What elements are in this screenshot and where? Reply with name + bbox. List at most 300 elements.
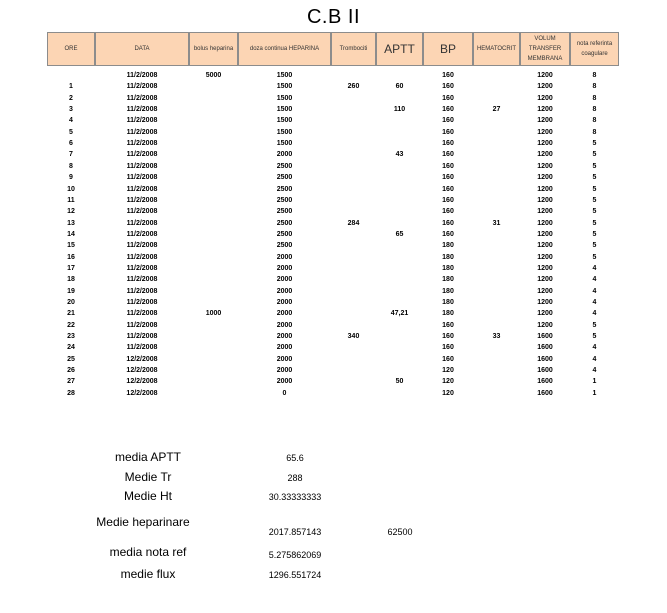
- cell-bolus-heparina[interactable]: [189, 81, 238, 92]
- cell-aptt[interactable]: [376, 331, 423, 342]
- cell-trombociti[interactable]: [331, 240, 376, 251]
- cell-data[interactable]: 11/2/2008: [126, 185, 158, 193]
- cell-volum-transfer[interactable]: 1200: [537, 151, 553, 159]
- cell-aptt[interactable]: 60: [395, 83, 404, 91]
- cell-volum-transfer[interactable]: 1200: [537, 208, 553, 216]
- cell-hematocrit[interactable]: [473, 365, 520, 376]
- cell-ore[interactable]: 6: [69, 140, 73, 148]
- cell-data[interactable]: 11/2/2008: [126, 151, 158, 159]
- cell-data[interactable]: 12/2/2008: [126, 355, 158, 363]
- cell-aptt[interactable]: [376, 354, 423, 365]
- cell-nota-referinta[interactable]: 4: [592, 299, 597, 306]
- cell-nota-referinta[interactable]: 5: [592, 253, 597, 261]
- cell-aptt[interactable]: [376, 320, 423, 331]
- cell-volum-transfer[interactable]: 1200: [537, 72, 553, 79]
- cell-bolus-heparina[interactable]: [189, 229, 238, 240]
- cell-nota-referinta[interactable]: 5: [592, 140, 597, 148]
- cell-bp[interactable]: 180: [442, 310, 454, 318]
- cell-aptt[interactable]: [376, 286, 423, 297]
- cell-data[interactable]: 11/2/2008: [126, 174, 158, 182]
- cell-trombociti[interactable]: [331, 184, 376, 195]
- cell-nota-referinta[interactable]: 8: [592, 94, 597, 102]
- cell-data[interactable]: 12/2/2008: [126, 378, 158, 386]
- cell-doza-continua[interactable]: 2000: [276, 299, 293, 306]
- cell-bolus-heparina[interactable]: [189, 127, 238, 138]
- cell-hematocrit[interactable]: [473, 149, 520, 160]
- cell-aptt[interactable]: [376, 161, 423, 172]
- cell-ore[interactable]: 17: [67, 264, 75, 272]
- cell-doza-continua[interactable]: 2000: [276, 378, 293, 386]
- cell-ore[interactable]: 18: [67, 276, 75, 284]
- cell-aptt[interactable]: 110: [393, 106, 406, 114]
- cell-nota-referinta[interactable]: 4: [592, 264, 597, 272]
- cell-bolus-heparina[interactable]: [189, 184, 238, 195]
- cell-ore[interactable]: 5: [69, 128, 73, 136]
- cell-doza-continua[interactable]: 2000: [276, 344, 293, 352]
- header-ore[interactable]: ORE: [47, 32, 95, 66]
- header-bolus-heparina[interactable]: bolus heparina: [189, 32, 238, 66]
- cell-volum-transfer[interactable]: 1200: [537, 310, 553, 318]
- cell-volum-transfer[interactable]: 1200: [537, 264, 553, 272]
- cell-ore[interactable]: 20: [67, 299, 75, 306]
- cell-nota-referinta[interactable]: 1: [592, 389, 597, 397]
- cell-data[interactable]: 11/2/2008: [126, 83, 158, 91]
- cell-data[interactable]: 11/2/2008: [126, 242, 158, 250]
- cell-aptt[interactable]: 65: [395, 230, 404, 238]
- cell-hematocrit[interactable]: [473, 252, 520, 263]
- cell-data[interactable]: 12/2/2008: [126, 367, 158, 375]
- cell-data[interactable]: 11/2/2008: [126, 276, 158, 284]
- cell-doza-continua[interactable]: 1500: [276, 83, 293, 91]
- cell-nota-referinta[interactable]: 8: [592, 128, 597, 136]
- cell-volum-transfer[interactable]: 1200: [537, 276, 553, 284]
- cell-bolus-heparina[interactable]: [189, 115, 238, 126]
- cell-data[interactable]: 11/2/2008: [126, 333, 158, 341]
- cell-aptt[interactable]: [376, 115, 423, 126]
- cell-bp[interactable]: 180: [442, 253, 454, 261]
- cell-aptt[interactable]: [376, 240, 423, 251]
- cell-ore[interactable]: 8: [69, 162, 73, 170]
- cell-aptt[interactable]: [376, 388, 423, 399]
- cell-ore[interactable]: 13: [67, 219, 75, 227]
- cell-trombociti[interactable]: [331, 252, 376, 263]
- cell-aptt[interactable]: [376, 218, 423, 229]
- cell-doza-continua[interactable]: 2000: [276, 333, 293, 341]
- cell-ore[interactable]: 10: [67, 185, 75, 193]
- cell-trombociti[interactable]: [331, 388, 376, 399]
- cell-volum-transfer[interactable]: 1600: [537, 389, 553, 397]
- cell-bp[interactable]: 180: [442, 287, 454, 295]
- cell-nota-referinta[interactable]: 8: [592, 117, 597, 125]
- cell-hematocrit[interactable]: [473, 115, 520, 126]
- cell-volum-transfer[interactable]: 1200: [537, 83, 553, 91]
- cell-nota-referinta[interactable]: 5: [592, 219, 597, 227]
- cell-bolus-heparina[interactable]: [189, 354, 238, 365]
- cell-data[interactable]: 11/2/2008: [126, 140, 158, 148]
- cell-doza-continua[interactable]: 1500: [276, 106, 293, 114]
- cell-data[interactable]: 11/2/2008: [126, 264, 158, 272]
- cell-nota-referinta[interactable]: 5: [592, 230, 597, 238]
- cell-bp[interactable]: 180: [442, 264, 454, 272]
- cell-trombociti[interactable]: [331, 93, 376, 104]
- cell-bp[interactable]: 180: [442, 299, 454, 306]
- cell-aptt[interactable]: [376, 252, 423, 263]
- cell-data[interactable]: 11/2/2008: [126, 106, 158, 114]
- cell-ore[interactable]: 28: [67, 389, 75, 397]
- cell-aptt[interactable]: [376, 127, 423, 138]
- cell-hematocrit[interactable]: [473, 93, 520, 104]
- cell-volum-transfer[interactable]: 1200: [537, 299, 553, 306]
- cell-aptt[interactable]: [376, 172, 423, 183]
- cell-bp[interactable]: 160: [442, 140, 454, 148]
- cell-aptt[interactable]: [376, 195, 423, 206]
- cell-nota-referinta[interactable]: 5: [592, 208, 597, 216]
- cell-bolus-heparina[interactable]: [189, 138, 238, 149]
- cell-aptt[interactable]: [376, 263, 423, 274]
- cell-trombociti[interactable]: [331, 342, 376, 353]
- cell-bolus-heparina[interactable]: [189, 240, 238, 251]
- cell-volum-transfer[interactable]: 1200: [537, 94, 553, 102]
- cell-bolus-heparina[interactable]: 1000: [205, 310, 222, 318]
- cell-doza-continua[interactable]: 2000: [276, 321, 293, 329]
- cell-ore[interactable]: 25: [67, 355, 75, 363]
- cell-volum-transfer[interactable]: 1600: [537, 378, 553, 386]
- cell-volum-transfer[interactable]: 1600: [537, 344, 553, 352]
- cell-ore[interactable]: 27: [67, 378, 75, 386]
- cell-nota-referinta[interactable]: 4: [592, 344, 597, 352]
- cell-hematocrit[interactable]: 31: [492, 219, 501, 227]
- cell-data[interactable]: 11/2/2008: [126, 94, 158, 102]
- cell-aptt[interactable]: [376, 297, 423, 308]
- cell-doza-continua[interactable]: 2000: [276, 367, 293, 375]
- cell-hematocrit[interactable]: [473, 161, 520, 172]
- cell-bolus-heparina[interactable]: [189, 218, 238, 229]
- cell-doza-continua[interactable]: 1500: [276, 128, 293, 136]
- cell-bp[interactable]: 160: [442, 230, 454, 238]
- cell-doza-continua[interactable]: 1500: [276, 117, 293, 125]
- cell-trombociti[interactable]: [331, 149, 376, 160]
- cell-aptt[interactable]: [376, 365, 423, 376]
- cell-bp[interactable]: 120: [442, 367, 454, 375]
- cell-nota-referinta[interactable]: 8: [592, 72, 597, 79]
- cell-bp[interactable]: 160: [442, 219, 454, 227]
- cell-doza-continua[interactable]: 1500: [276, 140, 293, 148]
- cell-volum-transfer[interactable]: 1200: [537, 321, 553, 329]
- cell-bp[interactable]: 160: [442, 83, 454, 91]
- cell-hematocrit[interactable]: [473, 184, 520, 195]
- cell-volum-transfer[interactable]: 1600: [537, 367, 553, 375]
- cell-hematocrit[interactable]: [473, 127, 520, 138]
- cell-bp[interactable]: 180: [442, 276, 454, 284]
- cell-data[interactable]: 11/2/2008: [126, 208, 158, 216]
- cell-hematocrit[interactable]: [473, 206, 520, 217]
- cell-bp[interactable]: 160: [442, 355, 454, 363]
- cell-doza-continua[interactable]: 2000: [276, 287, 293, 295]
- cell-trombociti[interactable]: [331, 365, 376, 376]
- cell-bolus-heparina[interactable]: [189, 342, 238, 353]
- cell-hematocrit[interactable]: [473, 297, 520, 308]
- cell-ore[interactable]: 11: [67, 196, 75, 204]
- cell-bolus-heparina[interactable]: [189, 365, 238, 376]
- cell-hematocrit[interactable]: [473, 70, 520, 81]
- cell-data[interactable]: 11/2/2008: [126, 196, 158, 204]
- header-hematocrit[interactable]: HEMATOCRIT: [473, 32, 520, 66]
- header-volum-transfer[interactable]: VOLUM TRANSFER MEMBRANA: [520, 32, 570, 66]
- cell-hematocrit[interactable]: [473, 81, 520, 92]
- cell-volum-transfer[interactable]: 1200: [537, 128, 553, 136]
- cell-nota-referinta[interactable]: 8: [592, 83, 597, 91]
- cell-volum-transfer[interactable]: 1200: [537, 140, 553, 148]
- cell-bolus-heparina[interactable]: [189, 252, 238, 263]
- cell-bp[interactable]: 160: [442, 344, 454, 352]
- cell-aptt[interactable]: 47,21: [390, 310, 409, 318]
- cell-volum-transfer[interactable]: 1200: [537, 106, 553, 114]
- cell-bp[interactable]: 160: [442, 196, 454, 204]
- cell-trombociti[interactable]: 284: [347, 219, 360, 227]
- cell-hematocrit[interactable]: [473, 376, 520, 387]
- cell-data[interactable]: 11/2/2008: [126, 128, 158, 136]
- cell-doza-continua[interactable]: 2000: [276, 264, 293, 272]
- cell-nota-referinta[interactable]: 4: [592, 367, 597, 375]
- cell-bolus-heparina[interactable]: [189, 286, 238, 297]
- cell-bp[interactable]: 160: [442, 72, 454, 79]
- cell-data[interactable]: 11/2/2008: [126, 72, 158, 79]
- cell-hematocrit[interactable]: [473, 274, 520, 285]
- header-nota-referinta[interactable]: nota referinta coagulare: [570, 32, 619, 66]
- cell-ore[interactable]: 7: [69, 151, 73, 159]
- cell-nota-referinta[interactable]: 5: [592, 162, 597, 170]
- cell-doza-continua[interactable]: 2000: [276, 355, 293, 363]
- cell-hematocrit[interactable]: [473, 308, 520, 319]
- cell-bp[interactable]: 160: [442, 208, 454, 216]
- cell-aptt[interactable]: [376, 93, 423, 104]
- cell-doza-continua[interactable]: 2000: [276, 310, 293, 318]
- cell-nota-referinta[interactable]: 5: [592, 185, 597, 193]
- cell-volum-transfer[interactable]: 1200: [537, 174, 553, 182]
- cell-bolus-heparina[interactable]: [189, 274, 238, 285]
- cell-nota-referinta[interactable]: 1: [592, 378, 597, 386]
- cell-nota-referinta[interactable]: 4: [592, 310, 597, 318]
- cell-ore[interactable]: 1: [69, 83, 73, 91]
- cell-aptt[interactable]: [376, 206, 423, 217]
- cell-trombociti[interactable]: [331, 286, 376, 297]
- cell-bp[interactable]: 160: [442, 185, 454, 193]
- cell-trombociti[interactable]: [331, 104, 376, 115]
- cell-bolus-heparina[interactable]: [189, 161, 238, 172]
- cell-ore[interactable]: 26: [67, 367, 75, 375]
- cell-doza-continua[interactable]: 2500: [276, 196, 293, 204]
- cell-ore[interactable]: 15: [67, 242, 75, 250]
- cell-trombociti[interactable]: [331, 376, 376, 387]
- cell-doza-continua[interactable]: 2000: [276, 276, 293, 284]
- cell-nota-referinta[interactable]: 4: [592, 355, 597, 363]
- cell-trombociti[interactable]: [331, 127, 376, 138]
- cell-doza-continua[interactable]: 2500: [276, 219, 293, 227]
- cell-bolus-heparina[interactable]: [189, 320, 238, 331]
- cell-data[interactable]: 11/2/2008: [126, 162, 158, 170]
- cell-volum-transfer[interactable]: 1200: [537, 230, 553, 238]
- cell-nota-referinta[interactable]: 5: [592, 151, 597, 159]
- cell-hematocrit[interactable]: [473, 286, 520, 297]
- cell-trombociti[interactable]: [331, 70, 376, 81]
- cell-ore[interactable]: 2: [69, 94, 73, 102]
- cell-trombociti[interactable]: [331, 308, 376, 319]
- cell-trombociti[interactable]: [331, 263, 376, 274]
- header-data[interactable]: DATA: [95, 32, 189, 66]
- cell-trombociti[interactable]: [331, 206, 376, 217]
- cell-trombociti[interactable]: [331, 138, 376, 149]
- cell-bp[interactable]: 160: [442, 117, 454, 125]
- cell-aptt[interactable]: [376, 342, 423, 353]
- cell-doza-continua[interactable]: 2500: [276, 208, 293, 216]
- cell-volum-transfer[interactable]: 1200: [537, 287, 553, 295]
- cell-bp[interactable]: 180: [442, 242, 454, 250]
- cell-hematocrit[interactable]: [473, 320, 520, 331]
- cell-aptt[interactable]: [376, 70, 423, 81]
- cell-bp[interactable]: 160: [442, 174, 454, 182]
- cell-bp[interactable]: 160: [442, 321, 454, 329]
- cell-trombociti[interactable]: [331, 354, 376, 365]
- cell-bolus-heparina[interactable]: [189, 388, 238, 399]
- cell-nota-referinta[interactable]: 5: [592, 174, 597, 182]
- cell-bp[interactable]: 160: [442, 106, 454, 114]
- cell-bolus-heparina[interactable]: [189, 297, 238, 308]
- cell-trombociti[interactable]: 340: [347, 333, 360, 341]
- cell-data[interactable]: 11/2/2008: [126, 287, 158, 295]
- cell-bolus-heparina[interactable]: [189, 149, 238, 160]
- cell-trombociti[interactable]: [331, 115, 376, 126]
- cell-volum-transfer[interactable]: 1200: [537, 253, 553, 261]
- cell-hematocrit[interactable]: [473, 263, 520, 274]
- cell-bp[interactable]: 160: [442, 128, 454, 136]
- cell-doza-continua[interactable]: 2000: [276, 253, 293, 261]
- cell-ore[interactable]: 9: [69, 174, 73, 182]
- cell-trombociti[interactable]: [331, 161, 376, 172]
- cell-volum-transfer[interactable]: 1200: [537, 117, 553, 125]
- cell-data[interactable]: 11/2/2008: [126, 219, 158, 227]
- cell-aptt[interactable]: [376, 184, 423, 195]
- cell-ore[interactable]: 3: [69, 106, 73, 114]
- cell-doza-continua[interactable]: 2500: [276, 162, 293, 170]
- cell-doza-continua[interactable]: 2500: [276, 174, 293, 182]
- cell-doza-continua[interactable]: 1500: [276, 94, 293, 102]
- cell-ore[interactable]: [47, 70, 95, 81]
- cell-ore[interactable]: 4: [69, 117, 73, 125]
- cell-nota-referinta[interactable]: 4: [592, 287, 597, 295]
- cell-trombociti[interactable]: [331, 297, 376, 308]
- cell-nota-referinta[interactable]: 5: [592, 242, 597, 250]
- cell-bolus-heparina[interactable]: [189, 104, 238, 115]
- cell-aptt[interactable]: [376, 138, 423, 149]
- cell-hematocrit[interactable]: [473, 354, 520, 365]
- cell-nota-referinta[interactable]: 5: [592, 321, 597, 329]
- cell-nota-referinta[interactable]: 8: [592, 106, 597, 114]
- cell-ore[interactable]: 21: [67, 310, 75, 318]
- cell-bolus-heparina[interactable]: [189, 263, 238, 274]
- cell-data[interactable]: 11/2/2008: [126, 253, 158, 261]
- cell-volum-transfer[interactable]: 1600: [537, 333, 553, 341]
- cell-bp[interactable]: 160: [442, 333, 454, 341]
- cell-data[interactable]: 11/2/2008: [126, 230, 158, 238]
- cell-bolus-heparina[interactable]: [189, 331, 238, 342]
- cell-volum-transfer[interactable]: 1200: [537, 162, 553, 170]
- cell-trombociti[interactable]: [331, 172, 376, 183]
- cell-bolus-heparina[interactable]: [189, 93, 238, 104]
- header-doza-continua[interactable]: doza continua HEPARINA: [238, 32, 331, 66]
- cell-bolus-heparina[interactable]: 5000: [205, 72, 222, 79]
- cell-data[interactable]: 11/2/2008: [126, 344, 158, 352]
- cell-hematocrit[interactable]: [473, 388, 520, 399]
- header-bp[interactable]: BP: [423, 32, 473, 66]
- cell-volum-transfer[interactable]: 1200: [537, 219, 553, 227]
- cell-ore[interactable]: 24: [67, 344, 75, 352]
- cell-ore[interactable]: 22: [67, 321, 75, 329]
- cell-bolus-heparina[interactable]: [189, 195, 238, 206]
- cell-hematocrit[interactable]: [473, 240, 520, 251]
- cell-trombociti[interactable]: [331, 229, 376, 240]
- cell-bp[interactable]: 120: [442, 378, 454, 386]
- cell-hematocrit[interactable]: [473, 342, 520, 353]
- cell-bolus-heparina[interactable]: [189, 376, 238, 387]
- cell-doza-continua[interactable]: 2000: [276, 151, 293, 159]
- cell-doza-continua[interactable]: 2500: [276, 242, 293, 250]
- cell-bp[interactable]: 120: [442, 389, 454, 397]
- cell-ore[interactable]: 16: [67, 253, 75, 261]
- cell-ore[interactable]: 14: [67, 230, 75, 238]
- cell-bp[interactable]: 160: [442, 162, 454, 170]
- cell-aptt[interactable]: 50: [395, 378, 404, 386]
- cell-aptt[interactable]: [376, 274, 423, 285]
- cell-ore[interactable]: 23: [67, 333, 75, 341]
- cell-hematocrit[interactable]: [473, 172, 520, 183]
- cell-data[interactable]: 12/2/2008: [126, 389, 158, 397]
- cell-volum-transfer[interactable]: 1200: [537, 242, 553, 250]
- cell-bp[interactable]: 160: [442, 94, 454, 102]
- cell-trombociti[interactable]: [331, 320, 376, 331]
- header-trombociti[interactable]: Trombociti: [331, 32, 376, 66]
- cell-doza-continua[interactable]: 2500: [276, 230, 293, 238]
- cell-ore[interactable]: 12: [67, 208, 75, 216]
- cell-volum-transfer[interactable]: 1600: [537, 355, 553, 363]
- cell-hematocrit[interactable]: [473, 195, 520, 206]
- cell-data[interactable]: 11/2/2008: [126, 321, 158, 329]
- header-aptt[interactable]: APTT: [376, 32, 423, 66]
- cell-data[interactable]: 11/2/2008: [126, 117, 158, 125]
- cell-doza-continua[interactable]: 1500: [276, 72, 293, 79]
- cell-doza-continua[interactable]: 2500: [276, 185, 293, 193]
- cell-data[interactable]: 11/2/2008: [126, 299, 158, 306]
- cell-trombociti[interactable]: 260: [347, 83, 360, 91]
- cell-nota-referinta[interactable]: 4: [592, 276, 597, 284]
- cell-hematocrit[interactable]: 33: [492, 333, 501, 341]
- cell-data[interactable]: 11/2/2008: [126, 310, 158, 318]
- cell-hematocrit[interactable]: [473, 138, 520, 149]
- cell-aptt[interactable]: 43: [395, 151, 404, 159]
- cell-hematocrit[interactable]: 27: [492, 106, 501, 114]
- cell-bp[interactable]: 160: [442, 151, 454, 159]
- cell-doza-continua[interactable]: 0: [282, 389, 287, 397]
- cell-trombociti[interactable]: [331, 274, 376, 285]
- cell-bolus-heparina[interactable]: [189, 206, 238, 217]
- cell-hematocrit[interactable]: [473, 229, 520, 240]
- cell-bolus-heparina[interactable]: [189, 172, 238, 183]
- cell-volum-transfer[interactable]: 1200: [537, 196, 553, 204]
- cell-nota-referinta[interactable]: 5: [592, 333, 597, 341]
- cell-nota-referinta[interactable]: 5: [592, 196, 597, 204]
- cell-trombociti[interactable]: [331, 195, 376, 206]
- cell-ore[interactable]: 19: [67, 287, 75, 295]
- cell-volum-transfer[interactable]: 1200: [537, 185, 553, 193]
